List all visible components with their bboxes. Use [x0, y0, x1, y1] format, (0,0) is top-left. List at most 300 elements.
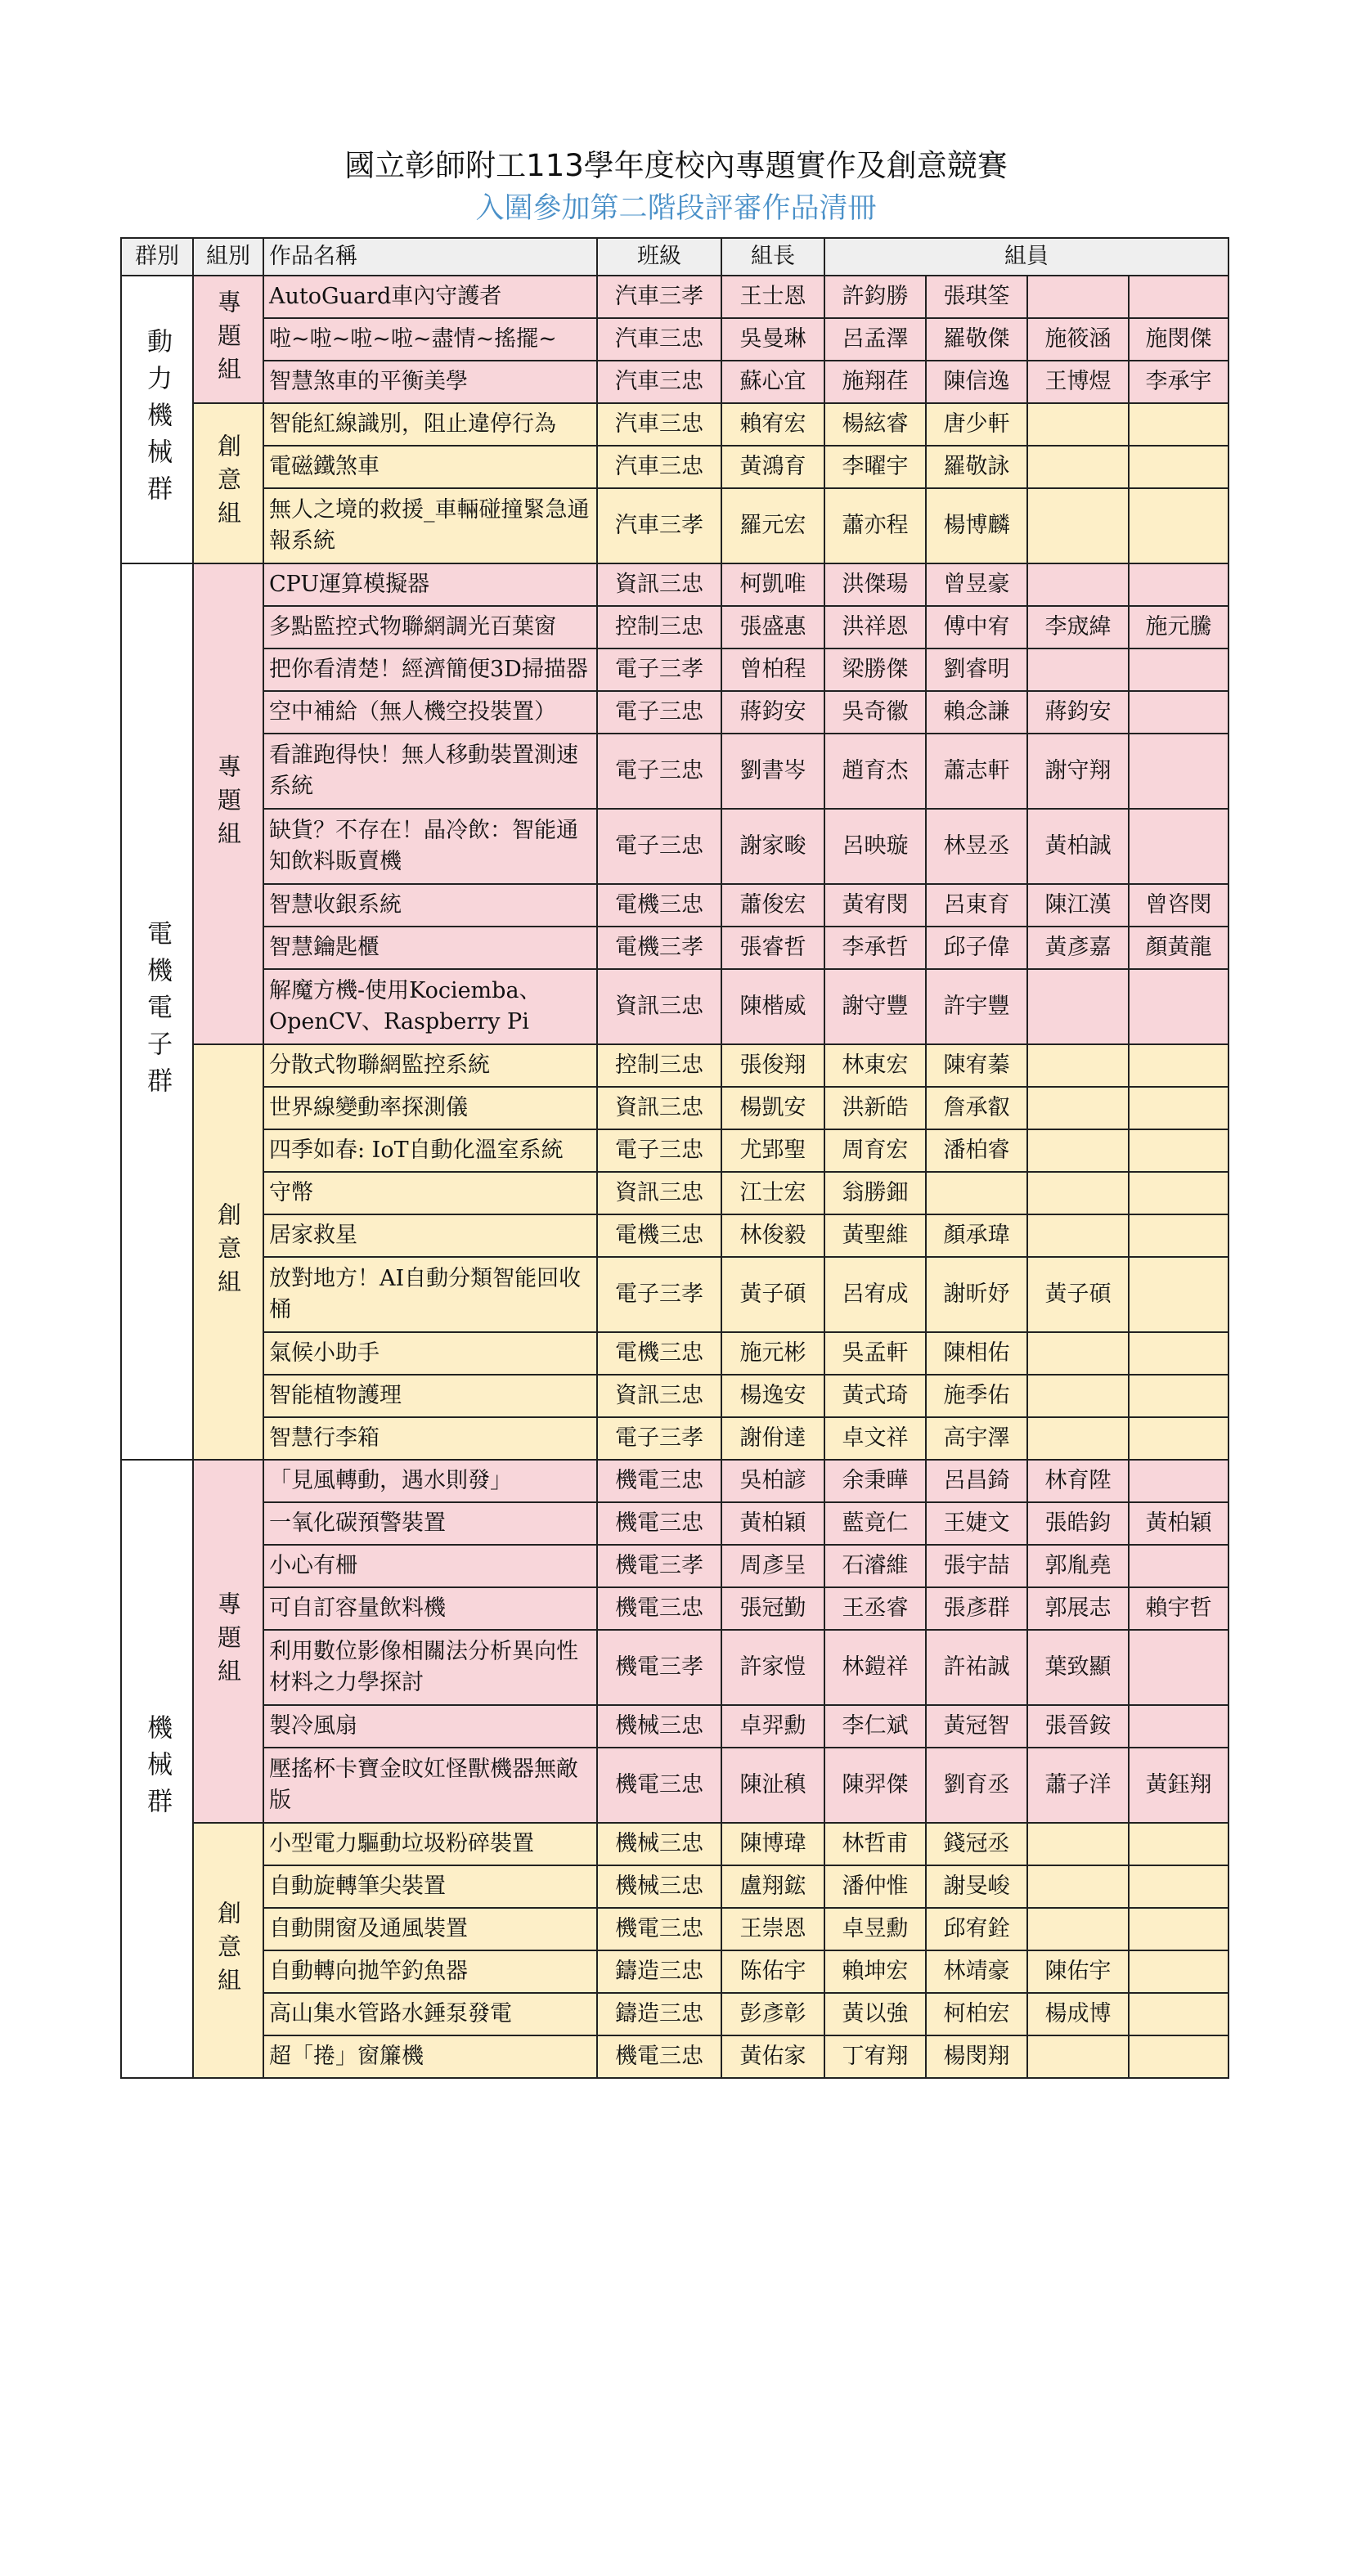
- leader-cell: 王士恩: [721, 276, 824, 318]
- table-row: [121, 318, 1228, 361]
- table-row: [121, 1332, 1228, 1375]
- class-cell: 資訊三忠: [597, 563, 721, 606]
- table-row: [121, 1257, 1228, 1332]
- leader-cell: 周彥呈: [721, 1545, 824, 1587]
- table-row: [121, 1502, 1228, 1545]
- member-cell: 林育陞: [1027, 1460, 1129, 1502]
- table-row: [121, 488, 1228, 563]
- class-cell: 電子三忠: [597, 1129, 721, 1172]
- member-cell: 錢冠丞: [926, 1823, 1027, 1865]
- project-name-cell: 可自訂容量飲料機: [263, 1587, 597, 1630]
- table-row: [121, 1545, 1228, 1587]
- member-cell: 黃子碩: [1027, 1257, 1129, 1332]
- member-cell: 陳宥蓁: [926, 1044, 1027, 1087]
- class-cell: 控制三忠: [597, 606, 721, 648]
- project-name-cell: 自動旋轉筆尖裝置: [263, 1865, 597, 1908]
- leader-cell: 黃佑家: [721, 2035, 824, 2078]
- member-cell: 楊博麟: [926, 488, 1027, 563]
- project-name-cell: 缺貨？不存在！晶冷飲：智能通知飲料販賣機: [263, 809, 597, 884]
- member-cell: [1027, 563, 1129, 606]
- leader-cell: 羅元宏: [721, 488, 824, 563]
- member-cell: 黃宥閔: [824, 884, 926, 927]
- member-cell: [1129, 1129, 1228, 1172]
- member-cell: [1129, 691, 1228, 734]
- table-row: [121, 446, 1228, 488]
- class-cell: 電子三忠: [597, 691, 721, 734]
- member-cell: [1027, 969, 1129, 1044]
- class-cell: 機械三忠: [597, 1865, 721, 1908]
- member-cell: [1129, 2035, 1228, 2078]
- project-name-cell: 啦~啦~啦~啦~盡情~搖擺~: [263, 318, 597, 361]
- category-cell: 創意組: [193, 1044, 263, 1460]
- table-row: [121, 734, 1228, 809]
- member-cell: [1027, 1129, 1129, 1172]
- leader-cell: 楊逸安: [721, 1375, 824, 1417]
- member-cell: [1129, 809, 1228, 884]
- group-cell: 動力機械群: [121, 276, 193, 563]
- member-cell: 黃冠智: [926, 1705, 1027, 1748]
- member-cell: 陳相佑: [926, 1332, 1027, 1375]
- member-cell: [1027, 648, 1129, 691]
- member-cell: 邱宥銓: [926, 1908, 1027, 1950]
- class-cell: 機電三忠: [597, 2035, 721, 2078]
- table-row: [121, 1630, 1228, 1705]
- member-cell: 卓昱勳: [824, 1908, 926, 1950]
- member-cell: [1129, 1460, 1228, 1502]
- leader-cell: 謝家畯: [721, 809, 824, 884]
- table-row: [121, 1950, 1228, 1993]
- leader-cell: 黃子碩: [721, 1257, 824, 1332]
- table-row: [121, 1214, 1228, 1257]
- member-cell: 林昱丞: [926, 809, 1027, 884]
- member-cell: 呂昌錡: [926, 1460, 1027, 1502]
- category-cell: 創意組: [193, 403, 263, 563]
- member-cell: [1129, 1823, 1228, 1865]
- member-cell: 黃式琦: [824, 1375, 926, 1417]
- class-cell: 資訊三忠: [597, 1375, 721, 1417]
- class-cell: 機電三忠: [597, 1908, 721, 1950]
- member-cell: [1129, 734, 1228, 809]
- member-cell: 黃柏穎: [1129, 1502, 1228, 1545]
- member-cell: 蔣鈞安: [1027, 691, 1129, 734]
- table-row: [121, 1375, 1228, 1417]
- leader-cell: 施元彬: [721, 1332, 824, 1375]
- member-cell: 張晉銨: [1027, 1705, 1129, 1748]
- class-cell: 電子三忠: [597, 734, 721, 809]
- category-cell: 專題組: [193, 276, 263, 403]
- project-name-cell: 解魔方機-使用Kociemba、OpenCV、Raspberry Pi: [263, 969, 597, 1044]
- leader-cell: 蔣鈞安: [721, 691, 824, 734]
- table-row: [121, 1823, 1228, 1865]
- table-row: [121, 1087, 1228, 1129]
- member-cell: [1027, 1823, 1129, 1865]
- class-cell: 電子三孝: [597, 648, 721, 691]
- class-cell: 電機三忠: [597, 884, 721, 927]
- member-cell: 藍竟仁: [824, 1502, 926, 1545]
- project-name-cell: 小型電力驅動垃圾粉碎裝置: [263, 1823, 597, 1865]
- leader-cell: 黃柏穎: [721, 1502, 824, 1545]
- project-name-cell: 四季如春: IoT自動化溫室系統: [263, 1129, 597, 1172]
- member-cell: 施筱涵: [1027, 318, 1129, 361]
- table-row: [121, 1044, 1228, 1087]
- class-cell: 汽車三忠: [597, 361, 721, 403]
- table-row: [121, 1587, 1228, 1630]
- member-cell: 楊閔翔: [926, 2035, 1027, 2078]
- member-cell: [1129, 648, 1228, 691]
- table-row: [121, 1865, 1228, 1908]
- table-row: [121, 969, 1228, 1044]
- class-cell: 汽車三忠: [597, 403, 721, 446]
- member-cell: 施翔荏: [824, 361, 926, 403]
- member-cell: 陳信逸: [926, 361, 1027, 403]
- member-cell: 王博煜: [1027, 361, 1129, 403]
- member-cell: [1129, 1257, 1228, 1332]
- member-cell: [1129, 563, 1228, 606]
- project-name-cell: 居家救星: [263, 1214, 597, 1257]
- member-cell: 郭胤堯: [1027, 1545, 1129, 1587]
- member-cell: [1027, 1908, 1129, 1950]
- member-cell: [1027, 1172, 1129, 1214]
- member-cell: 潘仲惟: [824, 1865, 926, 1908]
- leader-cell: 陈佑宇: [721, 1950, 824, 1993]
- member-cell: [1027, 1332, 1129, 1375]
- member-cell: 周育宏: [824, 1129, 926, 1172]
- header-project: 作品名稱: [263, 238, 597, 276]
- table-row: [121, 1908, 1228, 1950]
- member-cell: 施元騰: [1129, 606, 1228, 648]
- project-name-cell: 智慧收銀系統: [263, 884, 597, 927]
- class-cell: 鑄造三忠: [597, 1993, 721, 2035]
- leader-cell: 吳曼琳: [721, 318, 824, 361]
- member-cell: 賴念謙: [926, 691, 1027, 734]
- member-cell: 林鎧祥: [824, 1630, 926, 1705]
- member-cell: [1129, 1950, 1228, 1993]
- header-leader: 組長: [721, 238, 824, 276]
- member-cell: 施閔傑: [1129, 318, 1228, 361]
- project-name-cell: 智能植物護理: [263, 1375, 597, 1417]
- member-cell: 施季佑: [926, 1375, 1027, 1417]
- member-cell: [1129, 1705, 1228, 1748]
- member-cell: 張琪筌: [926, 276, 1027, 318]
- project-name-cell: 製冷風扇: [263, 1705, 597, 1748]
- member-cell: 高宇澤: [926, 1417, 1027, 1460]
- project-name-cell: 小心有柵: [263, 1545, 597, 1587]
- table-header-row: [121, 238, 1228, 276]
- member-cell: 郭展志: [1027, 1587, 1129, 1630]
- project-name-cell: 高山集水管路水錘泵發電: [263, 1993, 597, 2035]
- project-name-cell: 世界線變動率探測儀: [263, 1087, 597, 1129]
- member-cell: 黃以強: [824, 1993, 926, 2035]
- table-row: [121, 884, 1228, 927]
- class-cell: 資訊三忠: [597, 1087, 721, 1129]
- project-name-cell: CPU運算模擬器: [263, 563, 597, 606]
- member-cell: 劉睿明: [926, 648, 1027, 691]
- table-row: [121, 927, 1228, 969]
- leader-cell: 賴宥宏: [721, 403, 824, 446]
- table-row: [121, 648, 1228, 691]
- group-cell: 電機電子群: [121, 563, 193, 1460]
- member-cell: 曾昱豪: [926, 563, 1027, 606]
- member-cell: 黃鈺翔: [1129, 1748, 1228, 1823]
- page-title: 國立彰師附工113學年度校內專題實作及創意競賽: [344, 148, 1008, 183]
- class-cell: 電機三忠: [597, 1214, 721, 1257]
- member-cell: [1129, 1908, 1228, 1950]
- member-cell: 陳羿傑: [824, 1748, 926, 1823]
- leader-cell: 蕭俊宏: [721, 884, 824, 927]
- table-row: [121, 361, 1228, 403]
- leader-cell: 陳楷威: [721, 969, 824, 1044]
- member-cell: [1027, 2035, 1129, 2078]
- member-cell: 黃彥嘉: [1027, 927, 1129, 969]
- member-cell: 顏承瑋: [926, 1214, 1027, 1257]
- project-name-cell: 一氧化碳預警裝置: [263, 1502, 597, 1545]
- member-cell: 趙育杰: [824, 734, 926, 809]
- leader-cell: 江士宏: [721, 1172, 824, 1214]
- member-cell: 王丞睿: [824, 1587, 926, 1630]
- member-cell: 許宇豐: [926, 969, 1027, 1044]
- member-cell: [1129, 1545, 1228, 1587]
- category-cell: 創意組: [193, 1823, 263, 2078]
- member-cell: [1129, 1172, 1228, 1214]
- member-cell: [1129, 488, 1228, 563]
- member-cell: 陳佑宇: [1027, 1950, 1129, 1993]
- class-cell: 機械三忠: [597, 1705, 721, 1748]
- leader-cell: 許家愷: [721, 1630, 824, 1705]
- member-cell: 邱子偉: [926, 927, 1027, 969]
- member-cell: 黃聖維: [824, 1214, 926, 1257]
- class-cell: 汽車三孝: [597, 488, 721, 563]
- class-cell: 電機三孝: [597, 927, 721, 969]
- member-cell: [1129, 1332, 1228, 1375]
- member-cell: 蕭亦程: [824, 488, 926, 563]
- member-cell: 陳江漢: [1027, 884, 1129, 927]
- table-row: [121, 691, 1228, 734]
- class-cell: 資訊三忠: [597, 969, 721, 1044]
- member-cell: 謝昕妤: [926, 1257, 1027, 1332]
- project-name-cell: 智慧煞車的平衡美學: [263, 361, 597, 403]
- project-name-cell: AutoGuard車內守護者: [263, 276, 597, 318]
- member-cell: [1027, 1087, 1129, 1129]
- project-name-cell: 利用數位影像相關法分析異向性材料之力學探討: [263, 1630, 597, 1705]
- member-cell: [1027, 276, 1129, 318]
- header-group: 群別: [121, 238, 193, 276]
- member-cell: 呂映璇: [824, 809, 926, 884]
- class-cell: 電子三孝: [597, 1417, 721, 1460]
- group-cell: 機械群: [121, 1460, 193, 2078]
- header-class: 班級: [597, 238, 721, 276]
- member-cell: 張彥群: [926, 1587, 1027, 1630]
- project-name-cell: 分散式物聯網監控系統: [263, 1044, 597, 1087]
- member-cell: [1027, 446, 1129, 488]
- member-cell: 李曜宇: [824, 446, 926, 488]
- member-cell: [1129, 276, 1228, 318]
- member-cell: 黃柏誠: [1027, 809, 1129, 884]
- member-cell: 丁宥翔: [824, 2035, 926, 2078]
- table-body: [121, 276, 1228, 2078]
- class-cell: 汽車三孝: [597, 276, 721, 318]
- member-cell: [1129, 1993, 1228, 2035]
- member-cell: [1129, 1375, 1228, 1417]
- leader-cell: 柯凱唯: [721, 563, 824, 606]
- member-cell: [1027, 403, 1129, 446]
- member-cell: [1027, 1044, 1129, 1087]
- table-row: [121, 403, 1228, 446]
- project-name-cell: 超「捲」窗簾機: [263, 2035, 597, 2078]
- class-cell: 機電三孝: [597, 1545, 721, 1587]
- class-cell: 電子三忠: [597, 809, 721, 884]
- member-cell: 林靖豪: [926, 1950, 1027, 1993]
- leader-cell: 劉書岑: [721, 734, 824, 809]
- project-list-table: [120, 237, 1229, 2079]
- project-name-cell: 自動轉向拋竿釣魚器: [263, 1950, 597, 1993]
- table-row: [121, 1705, 1228, 1748]
- leader-cell: 吳柏諺: [721, 1460, 824, 1502]
- leader-cell: 陳博瑋: [721, 1823, 824, 1865]
- table-row: [121, 1129, 1228, 1172]
- member-cell: [1129, 1630, 1228, 1705]
- class-cell: 汽車三忠: [597, 446, 721, 488]
- member-cell: 張皓鈞: [1027, 1502, 1129, 1545]
- member-cell: 卓文祥: [824, 1417, 926, 1460]
- member-cell: 吳孟軒: [824, 1332, 926, 1375]
- project-name-cell: 壓搖杯卡寶金旼妅怪獸機器無敵版: [263, 1748, 597, 1823]
- project-name-cell: 放對地方！AI自動分類智能回收桶: [263, 1257, 597, 1332]
- leader-cell: 彭彥彰: [721, 1993, 824, 2035]
- member-cell: 呂東育: [926, 884, 1027, 927]
- member-cell: [1129, 1044, 1228, 1087]
- leader-cell: 張睿哲: [721, 927, 824, 969]
- member-cell: [1027, 1417, 1129, 1460]
- member-cell: 許鈞勝: [824, 276, 926, 318]
- class-cell: 機電三孝: [597, 1630, 721, 1705]
- member-cell: 唐少軒: [926, 403, 1027, 446]
- class-cell: 電機三忠: [597, 1332, 721, 1375]
- project-name-cell: 空中補給（無人機空投裝置）: [263, 691, 597, 734]
- project-name-cell: 氣候小助手: [263, 1332, 597, 1375]
- member-cell: 呂孟澤: [824, 318, 926, 361]
- member-cell: [1129, 403, 1228, 446]
- leader-cell: 謝佾達: [721, 1417, 824, 1460]
- member-cell: 李承宇: [1129, 361, 1228, 403]
- member-cell: 梁勝傑: [824, 648, 926, 691]
- leader-cell: 林俊毅: [721, 1214, 824, 1257]
- member-cell: 余秉曄: [824, 1460, 926, 1502]
- project-name-cell: 守幣: [263, 1172, 597, 1214]
- table-row: [121, 1993, 1228, 2035]
- page-subtitle: 入圍參加第二階段評審作品清冊: [475, 192, 877, 225]
- leader-cell: 張冠勤: [721, 1587, 824, 1630]
- leader-cell: 王崇恩: [721, 1908, 824, 1950]
- class-cell: 汽車三忠: [597, 318, 721, 361]
- member-cell: [1027, 488, 1129, 563]
- class-cell: 機電三忠: [597, 1587, 721, 1630]
- table-row: [121, 1417, 1228, 1460]
- leader-cell: 黃鴻育: [721, 446, 824, 488]
- class-cell: 機械三忠: [597, 1823, 721, 1865]
- class-cell: 資訊三忠: [597, 1172, 721, 1214]
- member-cell: 洪新皓: [824, 1087, 926, 1129]
- member-cell: 羅敬傑: [926, 318, 1027, 361]
- member-cell: 賴宇哲: [1129, 1587, 1228, 1630]
- leader-cell: 張盛惠: [721, 606, 824, 648]
- member-cell: 傅中宥: [926, 606, 1027, 648]
- project-name-cell: 多點監控式物聯網調光百葉窗: [263, 606, 597, 648]
- table-row: [121, 1748, 1228, 1823]
- project-name-cell: 智能紅線識別，阻止違停行為: [263, 403, 597, 446]
- member-cell: 詹承叡: [926, 1087, 1027, 1129]
- project-name-cell: 自動開窗及通風裝置: [263, 1908, 597, 1950]
- table-row: [121, 276, 1228, 318]
- table-row: [121, 563, 1228, 606]
- member-cell: 羅敬詠: [926, 446, 1027, 488]
- member-cell: 張宇喆: [926, 1545, 1027, 1587]
- class-cell: 機電三忠: [597, 1502, 721, 1545]
- member-cell: [1027, 1375, 1129, 1417]
- class-cell: 機電三忠: [597, 1460, 721, 1502]
- member-cell: 曾咨閔: [1129, 884, 1228, 927]
- member-cell: [1129, 969, 1228, 1044]
- member-cell: 賴坤宏: [824, 1950, 926, 1993]
- member-cell: 石濬維: [824, 1545, 926, 1587]
- member-cell: 李宬緯: [1027, 606, 1129, 648]
- project-name-cell: 看誰跑得快！無人移動裝置測速系統: [263, 734, 597, 809]
- member-cell: 王婕文: [926, 1502, 1027, 1545]
- member-cell: [1027, 1214, 1129, 1257]
- leader-cell: 楊凱安: [721, 1087, 824, 1129]
- member-cell: 洪傑瑒: [824, 563, 926, 606]
- member-cell: 林哲甫: [824, 1823, 926, 1865]
- project-name-cell: 電磁鐵煞車: [263, 446, 597, 488]
- class-cell: 電子三孝: [597, 1257, 721, 1332]
- member-cell: [1129, 1865, 1228, 1908]
- table-row: [121, 606, 1228, 648]
- member-cell: [926, 1172, 1027, 1214]
- member-cell: 洪祥恩: [824, 606, 926, 648]
- project-name-cell: 把你看清楚！經濟簡便3D掃描器: [263, 648, 597, 691]
- leader-cell: 陳沚稹: [721, 1748, 824, 1823]
- project-name-cell: 智慧鑰匙櫃: [263, 927, 597, 969]
- member-cell: 李仁斌: [824, 1705, 926, 1748]
- member-cell: 劉育丞: [926, 1748, 1027, 1823]
- member-cell: 林東宏: [824, 1044, 926, 1087]
- member-cell: 李承哲: [824, 927, 926, 969]
- project-name-cell: 「見風轉動，遇水則發」: [263, 1460, 597, 1502]
- member-cell: 楊絃睿: [824, 403, 926, 446]
- member-cell: 蕭子洋: [1027, 1748, 1129, 1823]
- member-cell: 柯柏宏: [926, 1993, 1027, 2035]
- member-cell: [1027, 1865, 1129, 1908]
- table-row: [121, 1172, 1228, 1214]
- category-cell: 專題組: [193, 563, 263, 1044]
- leader-cell: 卓羿勳: [721, 1705, 824, 1748]
- member-cell: 楊成博: [1027, 1993, 1129, 2035]
- member-cell: 謝旻峻: [926, 1865, 1027, 1908]
- leader-cell: 尤郢聖: [721, 1129, 824, 1172]
- category-cell: 專題組: [193, 1460, 263, 1823]
- table-row: [121, 1460, 1228, 1502]
- leader-cell: 曾柏程: [721, 648, 824, 691]
- member-cell: 顏黃龍: [1129, 927, 1228, 969]
- leader-cell: 張俊翔: [721, 1044, 824, 1087]
- member-cell: 潘柏睿: [926, 1129, 1027, 1172]
- class-cell: 控制三忠: [597, 1044, 721, 1087]
- project-name-cell: 無人之境的救援_車輛碰撞緊急通報系統: [263, 488, 597, 563]
- member-cell: [1129, 1417, 1228, 1460]
- member-cell: 翁勝鈿: [824, 1172, 926, 1214]
- leader-cell: 蘇心宜: [721, 361, 824, 403]
- leader-cell: 盧翔鋐: [721, 1865, 824, 1908]
- header-members: 組員: [824, 238, 1228, 276]
